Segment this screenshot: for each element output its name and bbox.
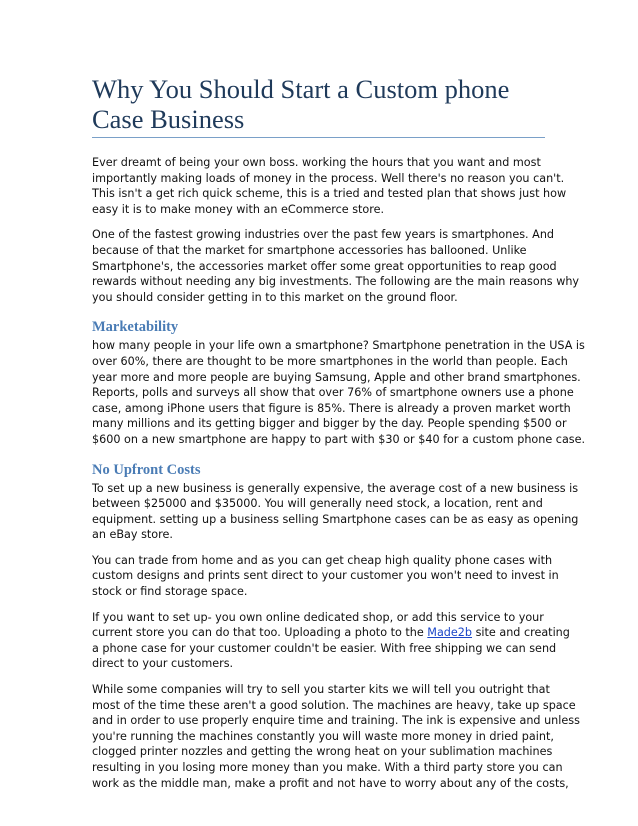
text-line: resulting in you losing more money than you make. With a third party store you can [92,761,563,774]
title-line: Case Business [92,104,245,134]
text-line: stock or find storage space. [92,585,248,599]
text-line: you're running the machines constantly you will waste more money in dried paint, [92,729,554,743]
text-line: case, among iPhone users that figure is 85%. There is already a proven market worth [92,401,571,415]
section-heading-marketability: Marketability [92,319,179,336]
intro-paragraph-2 [92,227,580,305]
intro-paragraph-1 [92,155,567,217]
text-line: clogged printer nozzles and getting the wrong heat on your sublimation machines [92,745,553,759]
title-divider [92,137,545,138]
text-line: you should consider getting in to this market on the ground floor. [92,290,458,304]
section-heading-no-upfront-costs: No Upfront Costs [92,461,201,478]
text-line: Reports, polls and surveys all show that over 76% of smartphone owners use a phone [92,386,574,400]
text-line: Ever dreamt of being your own boss. working the hours that you want and most [92,156,541,169]
text-line: If you want to set up- you own online dedicated shop, or add this service to your [92,610,544,624]
text-line: One of the fastest growing industries over the past few years is smartphones. And [92,228,555,242]
text-line: rewards without needing any big investments. The following are the main reasons why [92,275,580,289]
text-line: Smartphone's, the accessories market offer some great opportunities to reap good [92,259,557,273]
text-line [92,625,570,641]
text-line: equipment. setting up a business selling Smartphone cases can be as easy as opening [92,512,579,526]
text-line: work as the middle man, make a profit and not have to worry about any of the costs, [92,776,569,790]
text-line: over 60%, there are thought to be more smartphones in the world than people. Each [92,354,568,368]
marketability-paragraph [92,338,586,447]
text-line: and in order to use properly enquire time and training. The ink is expensive and unless [92,714,580,728]
text-line: a phone case for your customer couldn't be easier. With free shipping we can send [92,641,557,655]
text-line: $600 on a new smartphone are happy to part with $30 or $40 for a custom phone case. [92,432,586,446]
text-line: an eBay store. [92,528,173,542]
text-line: custom designs and prints sent direct to your customer you won't need to invest in [92,569,559,583]
title-line: Why You Should Start a Custom phone [92,74,510,104]
upfront-paragraph-2 [92,553,559,600]
text-line: between $25000 and $35000. You will generally need stock, a location, rent and [92,497,543,511]
text-line: importantly making loads of money in the process. Well there's no reason you can't. [92,171,565,185]
upfront-paragraph-4 [92,682,580,791]
text-segment: current store you can do that too. Uploading a photo to the [92,626,428,640]
text-line: many millions and its getting bigger and bigger by the day. People spending $500 or [92,417,567,431]
text-segment: site and creating [472,626,570,640]
text-line: While some companies will try to sell you starter kits we will tell you outright that [92,683,550,697]
text-line: This isn't a get rich quick scheme, this is a tried and tested plan that shows just how [92,187,567,201]
text-line: easy it is to make money with an eCommerce store. [92,202,385,216]
text-line: most of the time these aren't a good solution. The machines are heavy, take up space [92,698,576,712]
document-title [92,74,548,134]
made2b-link[interactable]: Made2b [427,626,473,640]
text-line: because of that the market for smartphone accessories has ballooned. Unlike [92,243,527,257]
text-line: You can trade from home and as you can get cheap high quality phone cases with [92,553,553,567]
text-line: year more and more people are buying Samsung, Apple and other brand smartphones. [92,370,581,384]
upfront-paragraph-3 [92,610,570,672]
upfront-paragraph-1 [92,481,579,543]
text-line: how many people in your life own a smartphone? Smartphone penetration in the USA is [92,339,585,353]
document-body [92,155,586,801]
text-line: To set up a new business is generally expensive, the average cost of a new business is [92,481,579,495]
text-line: direct to your customers. [92,657,234,671]
